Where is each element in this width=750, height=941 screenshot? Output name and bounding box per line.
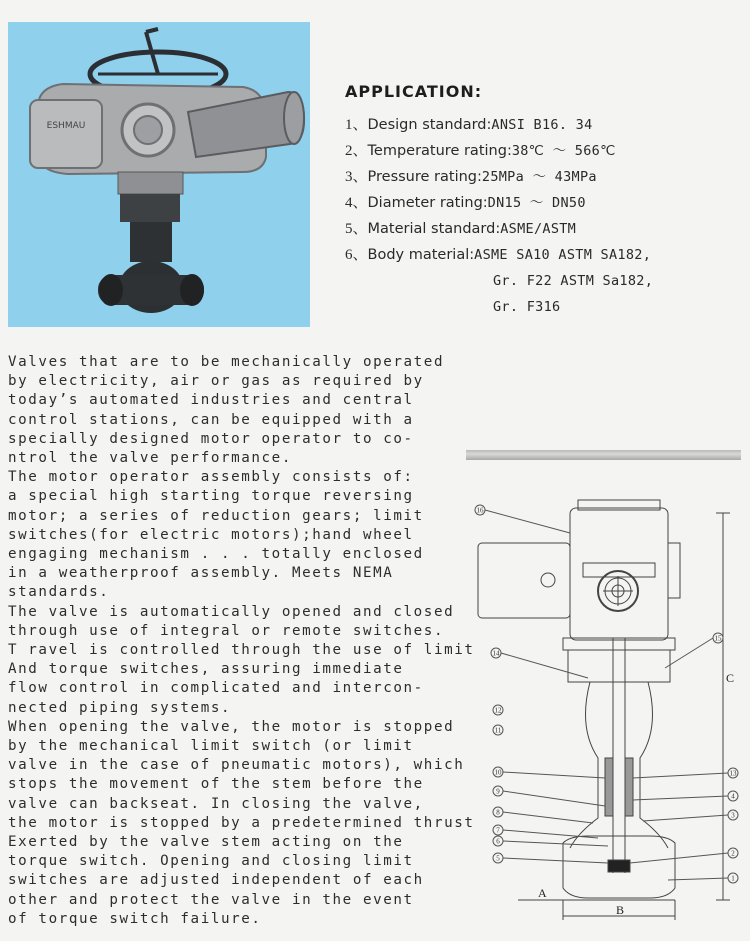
callout-14 bbox=[491, 648, 588, 678]
svg-text:5: 5 bbox=[496, 854, 500, 863]
dimension-label-b: B bbox=[616, 903, 625, 917]
text-line: Exerted by the valve stem acting on the bbox=[8, 834, 404, 851]
svg-text:12: 12 bbox=[494, 706, 502, 715]
text-line: And torque switches, assuring immediate bbox=[8, 661, 404, 678]
svg-text:14: 14 bbox=[492, 649, 500, 658]
section-divider bbox=[466, 450, 741, 460]
svg-text:3: 3 bbox=[731, 811, 735, 820]
svg-text:15: 15 bbox=[714, 634, 722, 643]
text-line: in a weatherproof assembly. Meets NEMA bbox=[8, 565, 394, 582]
spec-item: 6、Body material:ASME SA10 ASTM SA182, bbox=[345, 247, 652, 263]
text-line: When opening the valve, the motor is stopped bbox=[8, 718, 455, 735]
text-line: valve can backseat. In closing the valve, bbox=[8, 795, 424, 812]
text-line: flow control in complicated and intercon- bbox=[8, 680, 424, 697]
text-line: T ravel is controlled through the use of limit bbox=[8, 642, 475, 659]
spec-item: 5、Material standard:ASME/ASTM bbox=[345, 221, 577, 237]
text-line: valve in the case of pneumatic motors), which bbox=[8, 757, 465, 774]
callout-13 bbox=[633, 768, 738, 778]
callout-12 bbox=[493, 705, 503, 715]
callout-2 bbox=[630, 848, 738, 863]
callout-8 bbox=[493, 807, 593, 823]
svg-text:7: 7 bbox=[496, 826, 500, 835]
nameplate-text: ESHMAU bbox=[46, 121, 86, 131]
svg-text:1: 1 bbox=[731, 874, 735, 883]
svg-text:11: 11 bbox=[494, 726, 502, 735]
text-line: specially designed motor operator to co- bbox=[8, 430, 414, 447]
callout-11 bbox=[493, 725, 503, 735]
spec-continuation: Gr. F316 bbox=[493, 299, 561, 315]
spec-item: 2、Temperature rating:38℃ ～ 566℃ bbox=[345, 143, 616, 159]
text-line: switches(for electric motors);hand wheel bbox=[8, 526, 414, 543]
svg-text:10: 10 bbox=[494, 768, 502, 777]
svg-text:13: 13 bbox=[729, 769, 737, 778]
text-line: torque switch. Opening and closing limit bbox=[8, 853, 414, 870]
valve-section-drawing bbox=[458, 488, 748, 925]
callout-1 bbox=[668, 873, 738, 883]
svg-text:16: 16 bbox=[476, 506, 484, 515]
text-line: Valves that are to be mechanically operated bbox=[8, 354, 445, 370]
text-line: other and protect the valve in the event bbox=[8, 891, 414, 908]
text-line: by electricity, air or gas as required by bbox=[8, 373, 424, 390]
callout-4 bbox=[633, 791, 738, 801]
text-line: today’s automated industries and central bbox=[8, 392, 414, 409]
svg-text:9: 9 bbox=[496, 787, 500, 796]
text-line: through use of integral or remote switches. bbox=[8, 622, 445, 639]
callout-3 bbox=[643, 810, 738, 821]
svg-text:2: 2 bbox=[731, 849, 735, 858]
text-line: standards. bbox=[8, 584, 110, 601]
dimension-label-c: C bbox=[726, 671, 735, 685]
text-line: by the mechanical limit switch (or limit bbox=[8, 738, 414, 755]
svg-text:8: 8 bbox=[496, 808, 500, 817]
text-line: stops the movement of the stem before the bbox=[8, 776, 424, 793]
spec-item: 4、Diameter rating:DN15 ～ DN50 bbox=[345, 195, 586, 211]
svg-text:6: 6 bbox=[496, 837, 500, 846]
text-line: nected piping systems. bbox=[8, 699, 232, 716]
spec-continuation: Gr. F22 ASTM Sa182, bbox=[493, 273, 654, 289]
callout-16 bbox=[475, 505, 570, 533]
text-line: the motor is stopped by a predetermined thrust bbox=[8, 814, 475, 831]
text-line: The motor operator assembly consists of: bbox=[8, 469, 414, 486]
product-photo bbox=[8, 22, 310, 327]
svg-text:4: 4 bbox=[731, 792, 735, 801]
text-line: switches are adjusted independent of each bbox=[8, 872, 424, 889]
callout-5 bbox=[493, 853, 608, 863]
application-title: APPLICATION: bbox=[345, 82, 483, 101]
text-line: of torque switch failure. bbox=[8, 910, 262, 927]
text-line: engaging mechanism . . . totally enclosed bbox=[8, 546, 424, 563]
spec-item: 3、Pressure rating:25MPa ～ 43MPa bbox=[345, 169, 597, 185]
text-line: The valve is automatically opened and closed bbox=[8, 603, 455, 620]
spec-item: 1、Design standard:ANSI B16. 34 bbox=[345, 117, 593, 133]
text-line: motor; a series of reduction gears; limit bbox=[8, 507, 424, 524]
spec-list bbox=[345, 112, 745, 320]
dimension-label-a: A bbox=[538, 886, 547, 900]
callout-9 bbox=[493, 786, 605, 806]
text-line: a special high starting torque reversing bbox=[8, 488, 414, 505]
description-text bbox=[8, 353, 475, 929]
text-line: control stations, can be equipped with a bbox=[8, 411, 414, 428]
text-line: ntrol the valve performance. bbox=[8, 450, 292, 467]
callout-10 bbox=[493, 767, 605, 778]
